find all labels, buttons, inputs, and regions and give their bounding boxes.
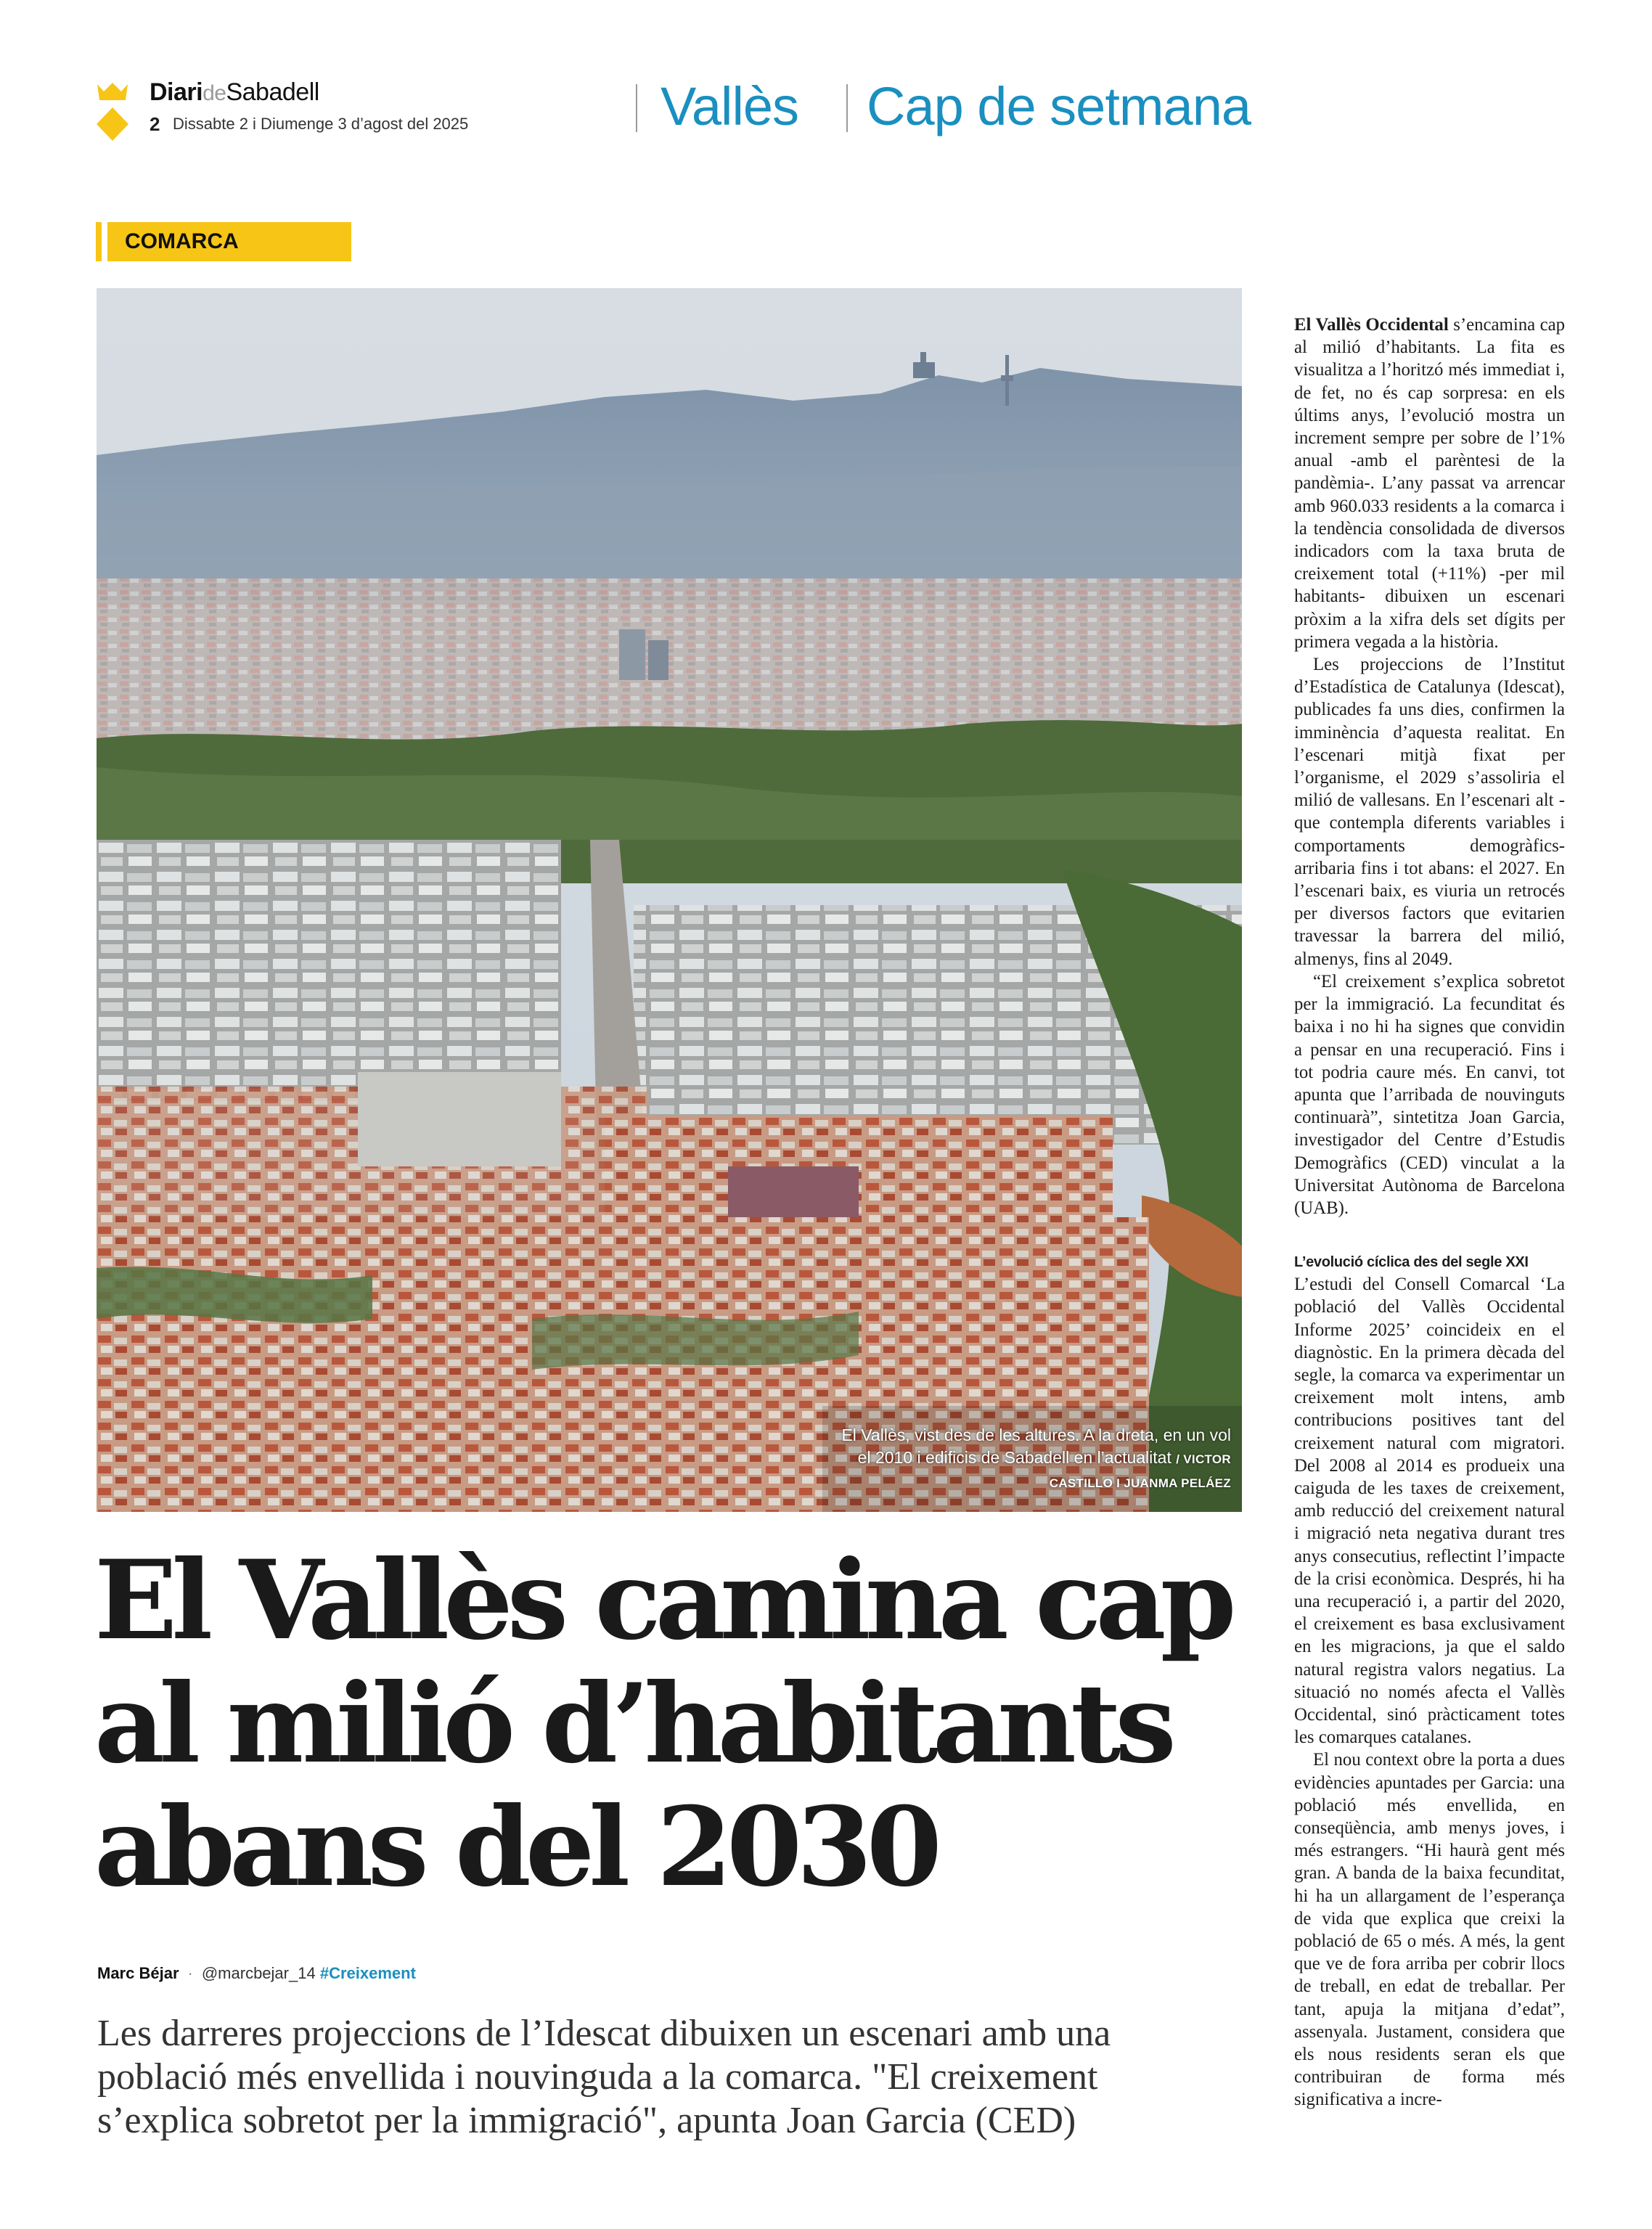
body-paragraph: L’estudi del Consell Comarcal ‘La població del Vallès Occidental Informe 2025’ coincideix en el diagnòstic. En la primera dècada del segle, la comarca va experimentar un creixement molt intens, amb contribucions positives tant del creixement natural com migratori. Del 2008 al 2014 es produeix una caiguda de les taxes de creixement, amb reducció del creixement natural i migració neta negativa durant tres anys consecutius, reflectint l’impacte de la crisi econòmica. Després, hi ha una recuperació i, a partir del 2020, el creixement es basa exclusivament en les migracions, ja que el saldo natural registra valors negatius. La situació no només afecta el Vallès Occidental, sinó pràcticament totes les comarques catalanes. — [1294, 1275, 1565, 1748]
newspaper-logo-icon — [94, 81, 131, 141]
section-subtitle[interactable]: Cap de setmana — [867, 76, 1251, 136]
body-text: s’encamina cap al milió d’habitants. La fita es visualitza a l’horitzó més immediat i, de fet, no és cap sorpresa: en els últims anys, l’evolució mostra un increment sempre per sobre de l’1% anual -amb el parèntesi de la pandèmia-. L’any passat va arrencar amb 960.033 residents a la comarca i la tendència consolidada de diversos indicadors com la taxa bruta de creixement total (+11%) -per mil habitants- dibuixen un escenari pròxim a la xifra dels set dígits per primera vegada a la història. — [1294, 315, 1566, 652]
divider — [846, 84, 848, 132]
section-tag-label: COMARCA — [125, 229, 239, 253]
headline-line: abans del 2030 — [94, 1783, 936, 1911]
author-handle[interactable]: @marcbejar_14 — [201, 1964, 316, 1982]
brand-name[interactable]: DiarideSabadell — [150, 78, 319, 106]
photo-credit: / VICTOR CASTILLO I JUANMA PELÁEZ — [1049, 1452, 1231, 1490]
headline-line: El Vallès camina cap — [94, 1537, 1231, 1664]
hashtag[interactable]: #Creixement — [319, 1964, 416, 1982]
lead-in: El Vallès Occidental — [1294, 315, 1449, 335]
body-paragraph: El nou context obre la porta a dues evidències apuntades per Garcia: una població més envellida, en conseqüència, amb menys joves, i més estrangers. “Hi haurà gent més gran. A banda de la baixa fecunditat, hi ha un allargament de l’esperança de vida que explica que creixi la població de 65 o més. A més, la gent que ve de fora arriba per cobrir llocs de treball, en edat de treballar. Per tant, apuja la mitjana d’edat”, assenyala. Justament, considera que els nous residents seran els que contribuiran de forma més significativa a incre- — [1294, 1750, 1565, 2110]
issue-date: Dissabte 2 i Diumenge 3 d’agost del 2025 — [173, 115, 469, 133]
separator: · — [187, 1964, 193, 1982]
divider — [636, 84, 637, 132]
subheading: L’evolució cíclica des del segle XXI — [1294, 1254, 1529, 1271]
body-paragraph: Les projeccions de l’Institut d’Estadística de Catalunya (Idescat), publicades fa uns dies, confirmen la imminència d’aquesta realitat. En l’escenari mitjà fixat per l’organisme, el 2029 s’assoliria el milió de vallesans. En l’escenari alt -que contempla diferents variables i comportaments demogràfics- arribaria fins i tot abans: el 2027. En l’escenari baix, es viuria un retrocés per diversos factors que evitarien travessar la barrera del milió, almenys, fins al 2049. — [1294, 655, 1565, 969]
page-number: 2 — [150, 113, 160, 135]
section-title[interactable]: Vallès — [661, 76, 799, 136]
photo-caption — [839, 1424, 1231, 1494]
article-photo — [97, 288, 1242, 1512]
author-name[interactable]: Marc Béjar — [97, 1964, 179, 1982]
article-body — [1294, 314, 1565, 2111]
body-paragraph: “El creixement s’explica sobretot per la immigració. La fecunditat és baixa i no hi ha signes que convidin a pensar en una recuperació. Fins i tot podria caure més. En canvi, tot apunta que l’arribada de nouvinguts continuarà”, sintetitza Joan Garcia, investigador del Centre d’Estudis Demogràfics (CED) vinculat a la Universitat Autònoma de Barcelona (UAB). — [1294, 971, 1565, 1218]
section-tag — [96, 222, 351, 261]
photo-caption-text: El Vallès, vist des de les altures. A la dreta, en un vol el 2010 i edificis de Sabadell en l’actualitat — [841, 1426, 1231, 1467]
headline-line: al milió d’habitants — [94, 1660, 1171, 1788]
body-paragraph — [1294, 314, 1565, 653]
tag-stripe — [102, 222, 107, 261]
standfirst: Les darreres projeccions de l’Idescat dibuixen un escenari amb una població més envellida i nouvinguda a la comarca. "El creixement s’explica sobretot per la immigració", apunta Joan Garcia (CED) — [97, 2013, 1111, 2141]
headline — [94, 1537, 1231, 1911]
byline — [97, 1964, 416, 1983]
